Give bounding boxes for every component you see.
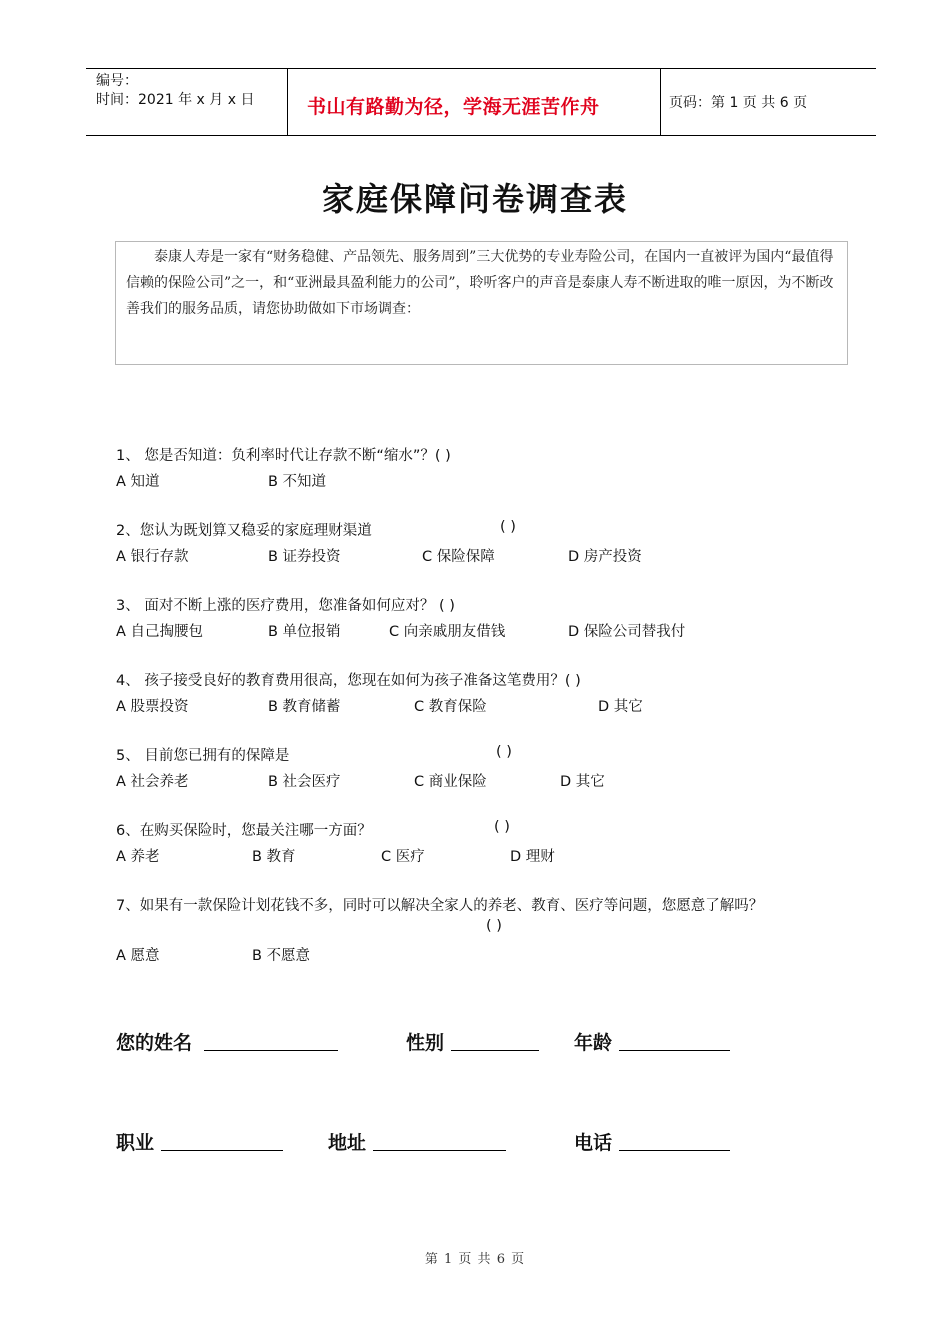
q4-option-d[interactable]: D 其它 <box>598 699 643 715</box>
q6-option-a[interactable]: A 养老 <box>116 849 160 865</box>
address-label: 地址 <box>328 1132 367 1154</box>
q6-option-c[interactable]: C 医疗 <box>381 849 425 865</box>
q5-answer-bracket[interactable]: ( ) <box>496 744 512 760</box>
phone-input-line[interactable] <box>619 1150 730 1151</box>
intro-text: 泰康人寿是一家有“财务稳健、产品领先、服务周到”三大优势的专业寿险公司，在国内一直被评为国内“最值得信赖的保险公司”之一，和“亚洲最具盈利能力的公司”，聆听客户的声音是泰康人寿不断进取的唯一原因，为不断改善我们的服务品质，请您协助做如下市场调查： <box>126 249 834 317</box>
q7-option-b[interactable]: B 不愿意 <box>252 948 311 964</box>
question-1: 1、 您是否知道：负利率时代让存款不断“缩水”？( ) <box>116 448 451 464</box>
gender-label: 性别 <box>406 1032 445 1054</box>
q6-option-d[interactable]: D 理财 <box>510 849 555 865</box>
header-bottom-rule <box>86 135 876 136</box>
question-2: 2、您认为既划算又稳妥的家庭理财渠道 <box>116 523 372 539</box>
page-footer: 第 1 页 共 6 页 <box>424 1252 526 1267</box>
job-input-line[interactable] <box>161 1150 283 1151</box>
q1-option-a[interactable]: A 知道 <box>116 474 160 490</box>
question-4: 4、 孩子接受良好的教育费用很高，您现在如何为孩子准备这笔费用？( ) <box>116 673 581 689</box>
page-info: 页码：第 1 页 共 6 页 <box>669 95 808 111</box>
q2-answer-bracket[interactable]: ( ) <box>500 519 516 535</box>
q2-option-b[interactable]: B 证券投资 <box>268 549 341 565</box>
header-top-rule <box>86 68 876 69</box>
question-7: 7、如果有一款保险计划花钱不多，同时可以解决全家人的养老、教育、医疗等问题，您愿意了解吗？ <box>116 898 764 914</box>
job-label: 职业 <box>116 1132 155 1154</box>
age-label: 年龄 <box>574 1032 613 1054</box>
question-6: 6、在购买保险时，您最关注哪一方面？ <box>116 823 372 839</box>
name-input-line[interactable] <box>204 1050 338 1051</box>
time-label: 时间：2021 年 x 月 x 日 <box>96 92 255 108</box>
page-title: 家庭保障问卷调查表 <box>321 180 628 218</box>
q1-option-b[interactable]: B 不知道 <box>268 474 327 490</box>
header-divider-right <box>660 68 661 136</box>
gender-input-line[interactable] <box>451 1050 539 1051</box>
q5-option-d[interactable]: D 其它 <box>560 774 605 790</box>
q3-option-b[interactable]: B 单位报销 <box>268 624 341 640</box>
question-3: 3、 面对不断上涨的医疗费用，您准备如何应对？ ( ) <box>116 598 455 614</box>
q7-option-a[interactable]: A 愿意 <box>116 948 160 964</box>
q2-option-a[interactable]: A 银行存款 <box>116 549 189 565</box>
q5-option-b[interactable]: B 社会医疗 <box>268 774 341 790</box>
q5-option-a[interactable]: A 社会养老 <box>116 774 189 790</box>
name-label: 您的姓名 <box>116 1032 193 1054</box>
q2-option-c[interactable]: C 保险保障 <box>422 549 495 565</box>
q3-option-d[interactable]: D 保险公司替我付 <box>568 624 686 640</box>
q5-option-c[interactable]: C 商业保险 <box>414 774 487 790</box>
q6-answer-bracket[interactable]: ( ) <box>494 819 510 835</box>
serial-label: 编号： <box>96 73 138 89</box>
header-divider-left <box>287 68 288 136</box>
address-input-line[interactable] <box>373 1150 506 1151</box>
q4-option-b[interactable]: B 教育储蓄 <box>268 699 341 715</box>
phone-label: 电话 <box>574 1132 613 1154</box>
q7-answer-bracket[interactable]: ( ) <box>486 918 502 934</box>
motto: 书山有路勤为径，学海无涯苦作舟 <box>307 96 600 118</box>
q6-option-b[interactable]: B 教育 <box>252 849 296 865</box>
q3-option-a[interactable]: A 自己掏腰包 <box>116 624 204 640</box>
age-input-line[interactable] <box>619 1050 730 1051</box>
question-5: 5、 目前您已拥有的保障是 <box>116 748 290 764</box>
q3-option-c[interactable]: C 向亲戚朋友借钱 <box>389 624 506 640</box>
q4-option-c[interactable]: C 教育保险 <box>414 699 487 715</box>
q2-option-d[interactable]: D 房产投资 <box>568 549 642 565</box>
q4-option-a[interactable]: A 股票投资 <box>116 699 189 715</box>
